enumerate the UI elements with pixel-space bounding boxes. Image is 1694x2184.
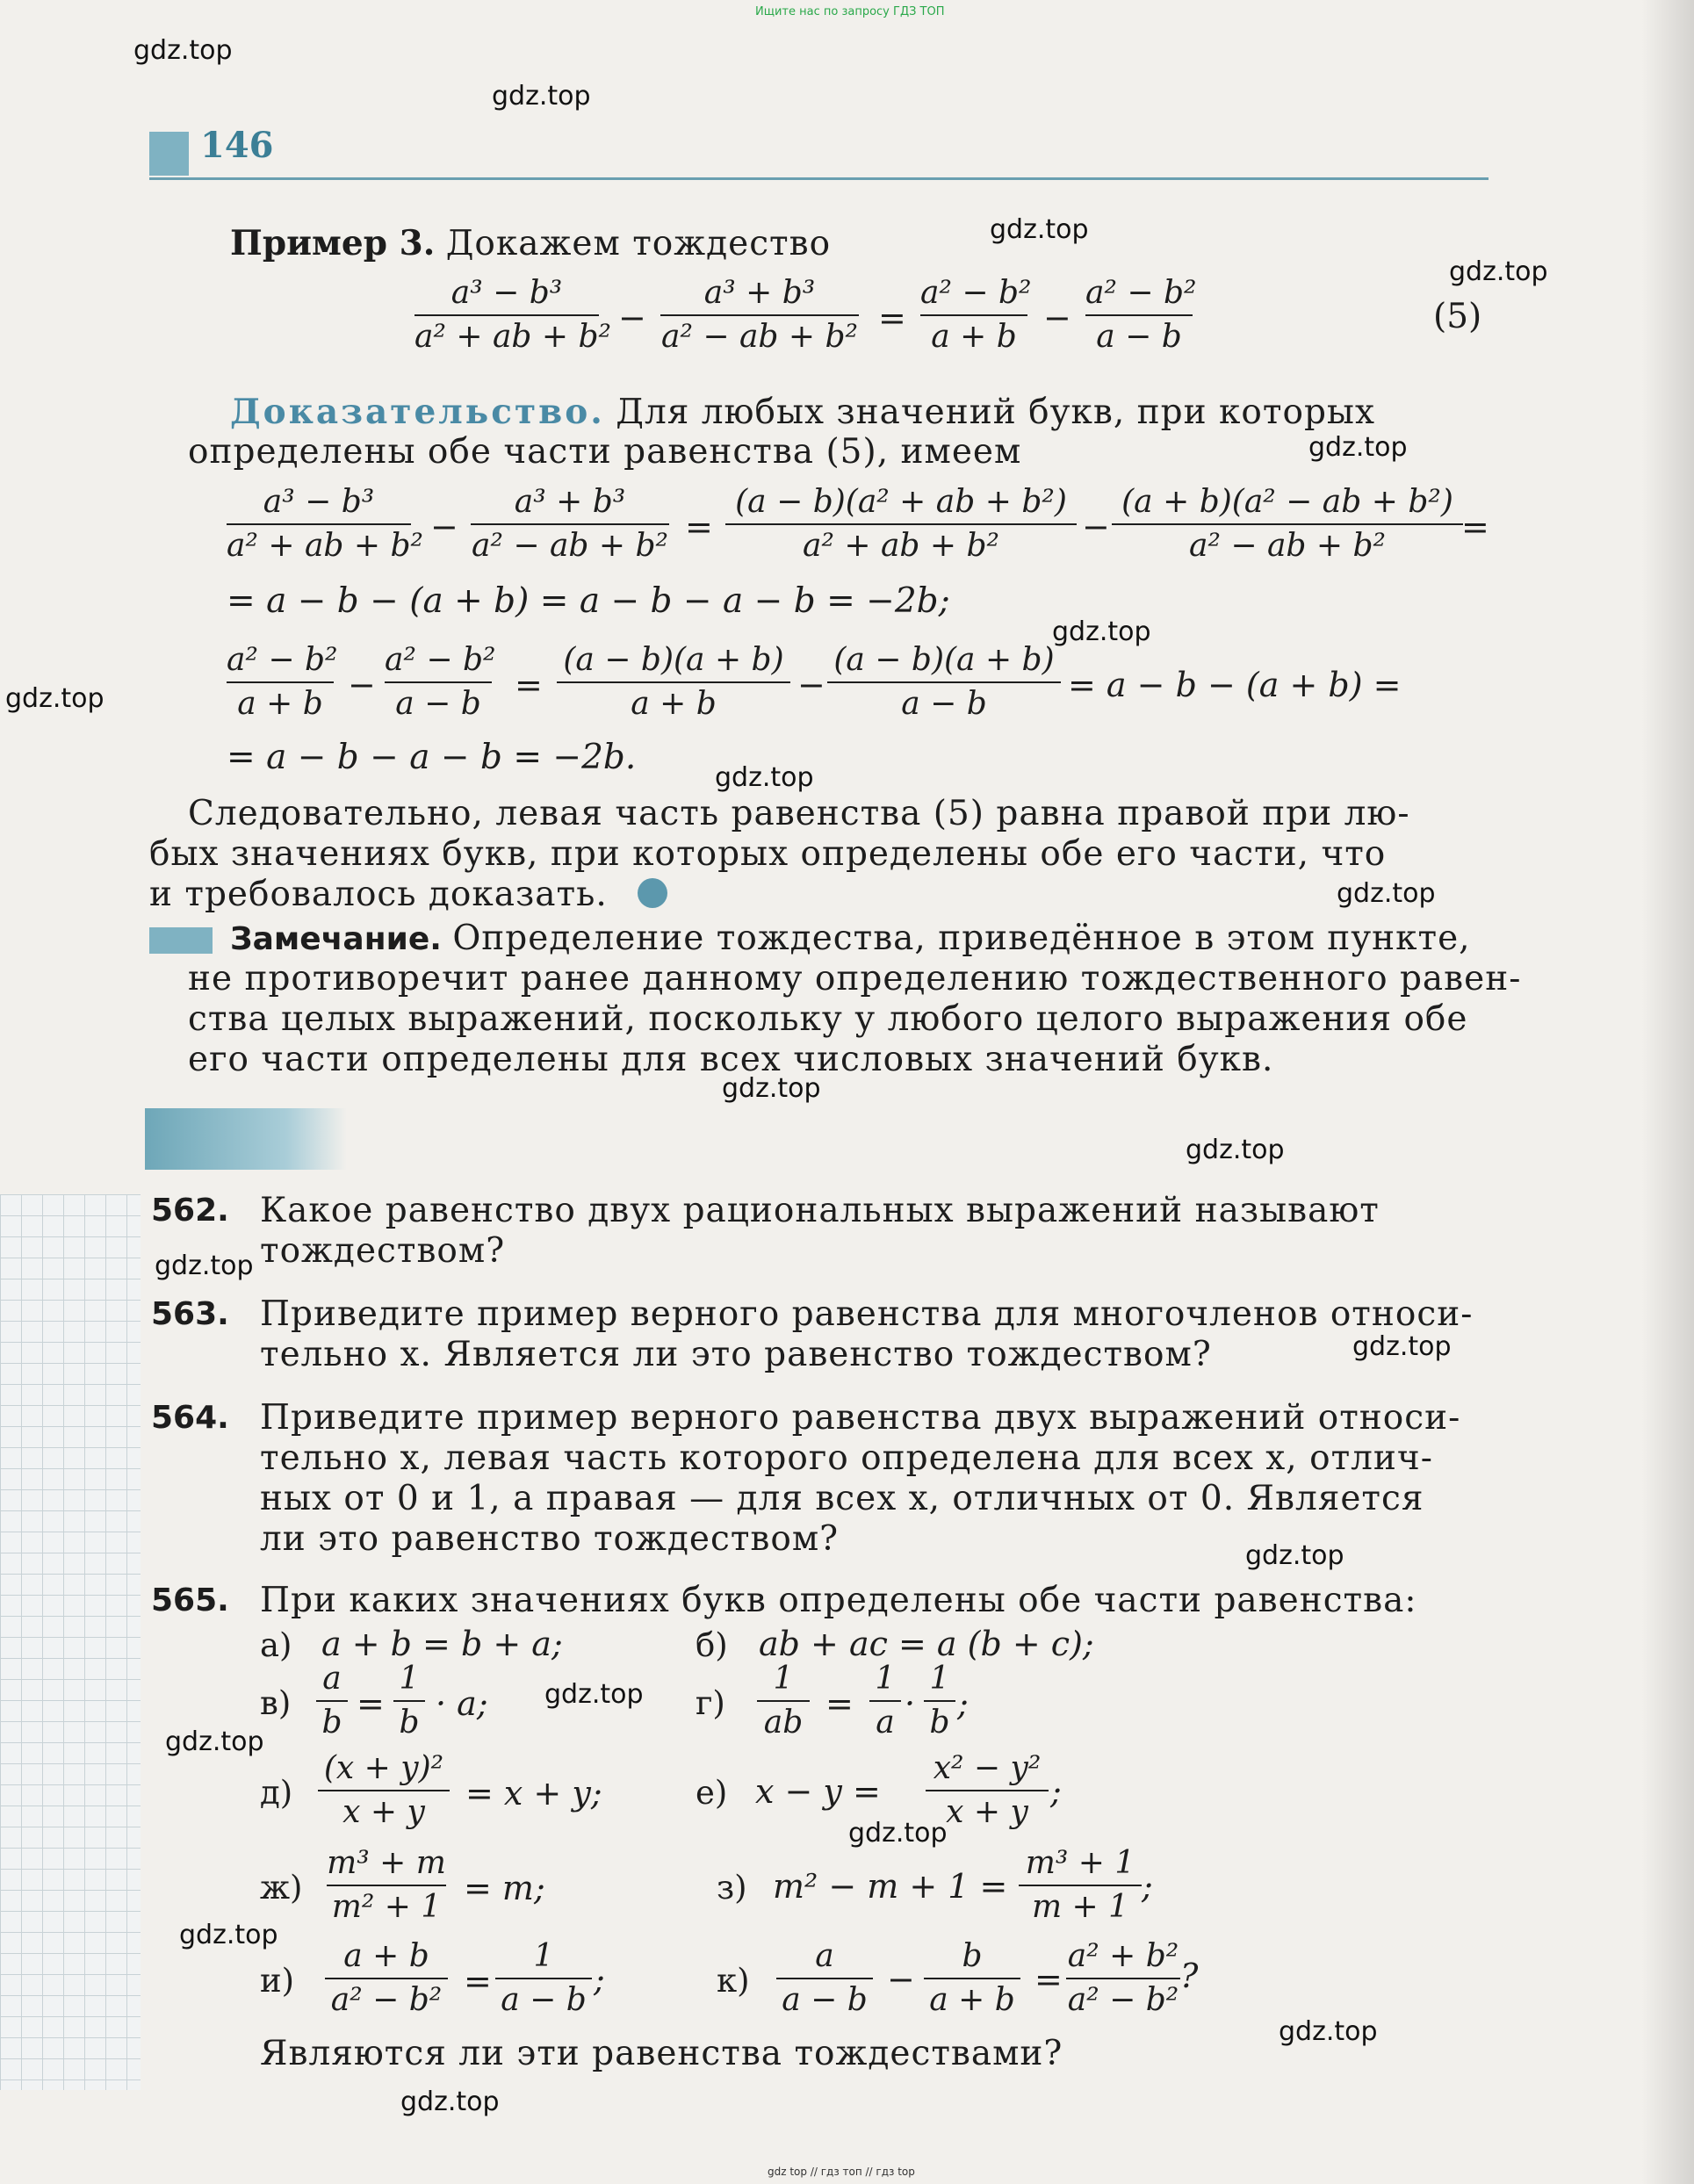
- bottom-watermark: gdz top // гдз топ // гдз top: [768, 2166, 915, 2178]
- semicolon: ;: [1050, 1772, 1062, 1811]
- item-expression: a + b = b + a;: [321, 1625, 563, 1663]
- item-label: к): [717, 1962, 750, 2000]
- watermark: gdz.top: [1337, 878, 1436, 909]
- watermark: gdz.top: [1245, 1540, 1344, 1571]
- item-expression-tail: · a;: [436, 1684, 488, 1723]
- proof-word: Доказательство.: [230, 392, 605, 432]
- fraction: (a − b)(a² + ab + b²) a² + ab + b²: [725, 483, 1077, 566]
- watermark: gdz.top: [179, 1920, 278, 1950]
- item-label: ж): [260, 1869, 303, 1906]
- watermark: gdz.top: [1449, 256, 1548, 287]
- exercise-text: тельно x, левая часть которого определена для всех x, отлич-: [260, 1438, 1433, 1478]
- page-edge-shadow: [1641, 0, 1694, 2184]
- minus-sign: −: [618, 299, 646, 337]
- fraction: a³ − b³ a² + ab + b²: [414, 275, 611, 355]
- exercise-number: 565.: [151, 1582, 229, 1618]
- item-label: д): [260, 1774, 293, 1812]
- fraction: a³ + b³ a² − ab + b²: [472, 484, 668, 564]
- minus-sign: −: [887, 1960, 915, 1999]
- note-title: Замечание.: [230, 921, 442, 957]
- page-header-tab: [149, 132, 189, 176]
- watermark: gdz.top: [544, 1679, 644, 1710]
- note-line-2: не противоречит ранее данному определению тождественного равен-: [188, 959, 1522, 998]
- fraction: a a − b: [776, 1937, 873, 2020]
- item-expression-head: m² − m + 1 =: [773, 1867, 1008, 1906]
- page-header-rule: [149, 128, 1489, 180]
- example-title: Пример 3.: [230, 223, 436, 263]
- dot-operator: ·: [905, 1684, 916, 1723]
- watermark: gdz.top: [1352, 1331, 1452, 1362]
- identity-number: (5): [1433, 297, 1482, 336]
- exercise-text: При каких значениях букв определены обе части равенства:: [260, 1581, 1417, 1620]
- fraction: a² + b² a² − b²: [1067, 1938, 1179, 2018]
- proof-line-d: = a − b − a − b = −2b.: [227, 738, 637, 777]
- note-line-1: Замечание. Определение тождества, приведённое в этом пункте,: [230, 919, 1471, 958]
- proof-line-c-tail: = a − b − (a + b) =: [1068, 666, 1402, 704]
- fraction: a² − b² a − b: [385, 642, 496, 722]
- exercise-text: Приведите пример верного равенства для многочленов относи-: [260, 1294, 1474, 1334]
- item-label: г): [696, 1684, 725, 1722]
- watermark: gdz.top: [492, 81, 591, 112]
- equals-sign: =: [464, 1962, 492, 2000]
- watermark: gdz.top: [848, 1818, 948, 1849]
- fraction: b a + b: [924, 1937, 1020, 2020]
- fraction: a² − b² a + b: [227, 642, 338, 722]
- note-line-3: ства целых выражений, поскольку у любого целого выражения обе: [188, 999, 1468, 1039]
- fraction: (a − b)(a + b) a − b: [827, 641, 1061, 724]
- fraction: a² − b² a + b: [920, 275, 1032, 355]
- fraction: a² − b² a − b: [1085, 275, 1197, 355]
- minus-sign: −: [797, 666, 825, 704]
- fraction: a³ − b³ a² + ab + b²: [227, 484, 423, 564]
- minus-sign: −: [430, 508, 458, 546]
- exercise-text: тельно x. Является ли это равенство тождеством?: [260, 1335, 1212, 1374]
- item-label: б): [696, 1626, 728, 1664]
- item-expression: ab + ac = a (b + c);: [759, 1625, 1094, 1663]
- fraction: (a − b)(a + b) a + b: [557, 641, 790, 724]
- item-label: з): [717, 1869, 747, 1906]
- fraction: a³ + b³ a² − ab + b²: [661, 275, 858, 355]
- fraction: (a + b)(a² − ab + b²) a² − ab + b²: [1112, 483, 1463, 566]
- example-intro: Докажем тождество: [445, 224, 832, 263]
- conclusion-line-2: бых значениях букв, при которых определены обе его части, что: [149, 834, 1387, 874]
- example-heading: [230, 223, 831, 264]
- minus-sign: −: [1082, 508, 1110, 546]
- question-mark: ?: [1180, 1957, 1199, 1995]
- fraction: 1 a − b: [495, 1937, 592, 2020]
- fraction: m³ + m m² + 1: [327, 1845, 446, 1925]
- exercise-text: ных от 0 и 1, а правая — для всех x, отличных от 0. Является: [260, 1479, 1424, 1518]
- item-label: и): [260, 1962, 295, 2000]
- note-marker-bar: [149, 927, 213, 954]
- watermark: gdz.top: [1186, 1135, 1285, 1165]
- exercise-number: 563.: [151, 1296, 229, 1332]
- equals-sign: =: [685, 508, 713, 546]
- fraction: m³ + 1 m + 1: [1019, 1844, 1142, 1927]
- exercise-text: Приведите пример верного равенства двух выражений относи-: [260, 1398, 1461, 1438]
- item-expression-tail: = x + y;: [465, 1774, 602, 1813]
- fraction: 1 b: [393, 1660, 425, 1742]
- fraction: 1 b: [924, 1660, 955, 1742]
- equals-sign: =: [357, 1684, 385, 1723]
- exercise-text: ли это равенство тождеством?: [260, 1519, 840, 1559]
- watermark: gdz.top: [1052, 616, 1151, 647]
- equals-sign: =: [515, 666, 543, 704]
- item-label: в): [260, 1684, 292, 1722]
- equals-sign: =: [1034, 1960, 1063, 1999]
- note-line-4: его части определены для всех числовых значений букв.: [188, 1040, 1274, 1079]
- fraction: 1 a: [869, 1660, 901, 1742]
- semicolon: ;: [1142, 1867, 1153, 1906]
- equals-sign: =: [1461, 508, 1489, 546]
- conclusion-line-3: и требовалось доказать.: [149, 875, 608, 914]
- watermark: gdz.top: [1308, 432, 1408, 463]
- fraction: 1 ab: [757, 1660, 810, 1742]
- exercise-number: 562.: [151, 1193, 229, 1229]
- page-number: 146: [200, 125, 274, 166]
- proof-line-b: = a − b − (a + b) = a − b − a − b = −2b;: [227, 581, 950, 621]
- equals-sign: =: [878, 299, 906, 337]
- watermark: gdz.top: [715, 762, 814, 793]
- exercises-header-bar: [145, 1108, 347, 1170]
- exercise-text: Какое равенство двух рациональных выражений называют: [260, 1191, 1380, 1230]
- proof-line-1: Доказательство. Для любых значений букв, при которых: [230, 392, 1375, 432]
- watermark: gdz.top: [165, 1726, 264, 1757]
- fraction: a b: [316, 1660, 348, 1742]
- fraction: (x + y)² x + y: [318, 1749, 450, 1832]
- minus-sign: −: [1043, 299, 1071, 337]
- watermark: gdz.top: [722, 1073, 821, 1104]
- watermark: gdz.top: [400, 2087, 500, 2117]
- end-of-proof-marker: [638, 878, 667, 908]
- watermark: gdz.top: [155, 1251, 254, 1281]
- watermark: gdz.top: [5, 683, 105, 714]
- semicolon: ;: [957, 1684, 969, 1723]
- item-expression-head: x − y =: [755, 1772, 881, 1811]
- proof-line-2: определены обе части равенства (5), имеем: [188, 432, 1022, 472]
- watermark: gdz.top: [133, 35, 233, 66]
- final-question: Являются ли эти равенства тождествами?: [260, 2034, 1063, 2073]
- minus-sign: −: [348, 666, 376, 704]
- conclusion-line-1: Следовательно, левая часть равенства (5) равна правой при лю-: [188, 794, 1410, 833]
- fraction: x² − y² x + y: [926, 1749, 1049, 1832]
- item-label: а): [260, 1626, 292, 1664]
- exercise-text: тождеством?: [260, 1231, 506, 1271]
- equals-sign: =: [825, 1684, 854, 1723]
- exercise-number: 564.: [151, 1400, 229, 1436]
- top-watermark: Ищите нас по запросу ГДЗ ТОП: [755, 5, 945, 18]
- semicolon: ;: [594, 1960, 605, 1999]
- item-label: е): [696, 1774, 728, 1812]
- graph-paper-margin: [0, 1194, 141, 2090]
- watermark: gdz.top: [1279, 2016, 1378, 2047]
- fraction: a + b a² − b²: [325, 1937, 448, 2020]
- item-expression-tail: = m;: [464, 1869, 545, 1907]
- watermark: gdz.top: [990, 214, 1089, 245]
